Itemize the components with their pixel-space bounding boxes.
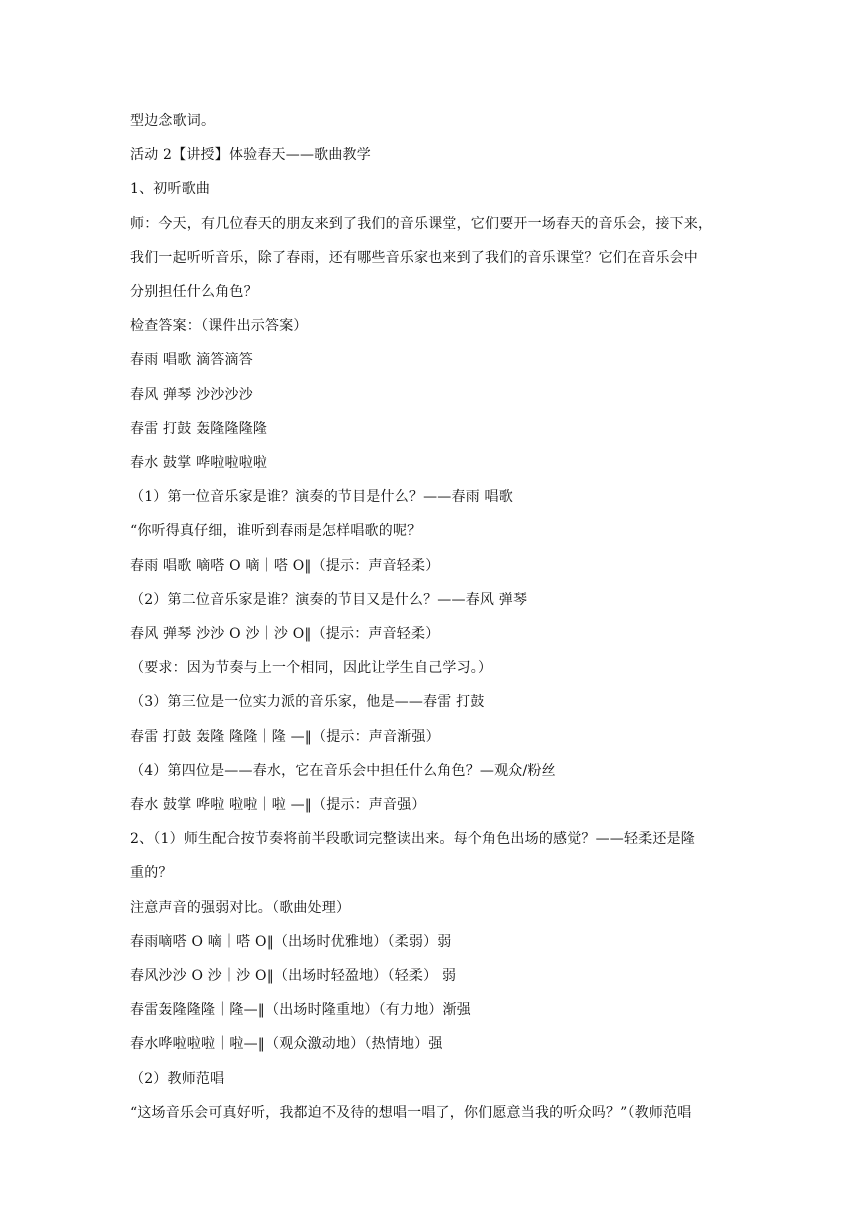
document-body bbox=[130, 104, 736, 1130]
text-line: 我们一起听听音乐，除了春雨，还有哪些音乐家也来到了我们的音乐课堂？它们在音乐会中 bbox=[130, 249, 698, 266]
question-line: （1）第一位音乐家是谁？演奏的节目是什么？——春雨 唱歌 bbox=[130, 489, 513, 506]
section-heading: 2、（1）师生配合按节奏将前半段歌词完整读出来。每个角色出场的感觉？——轻柔还是隆 bbox=[130, 831, 696, 848]
rhythm-line: 春水 鼓掌 哗啦 啦啦｜啦 —‖（提示：声音强） bbox=[130, 797, 426, 814]
rhythm-line: 春雷轰隆隆隆｜隆—‖（出场时隆重地）（有力地）渐强 bbox=[130, 1002, 471, 1019]
question-line: （4）第四位是——春水，它在音乐会中担任什么角色？—观众/粉丝 bbox=[130, 762, 556, 779]
rhythm-line: 春雨 唱歌 嘀嗒 O 嘀｜嗒 O‖（提示：声音轻柔） bbox=[130, 557, 440, 574]
rhythm-line: 春水哗啦啦啦｜啦—‖（观众激动地）（热情地）强 bbox=[130, 1036, 443, 1053]
text-line: “你听得真仔细，谁听到春雨是怎样唱歌的呢？ bbox=[130, 523, 422, 540]
text-line: 检查答案：（课件出示答案） bbox=[130, 318, 308, 335]
text-line: 型边念歌词。 bbox=[130, 113, 216, 129]
text-line: 重的？ bbox=[130, 865, 173, 882]
text-line: “这场音乐会可真好听，我都迫不及待的想唱一唱了，你们愿意当我的听众吗？”（教师范唱 bbox=[130, 1104, 692, 1121]
question-line: （2）第二位音乐家是谁？演奏的节目又是什么？——春风 弹琴 bbox=[130, 591, 528, 608]
text-line: 注意声音的强弱对比。（歌曲处理） bbox=[130, 899, 351, 916]
text-line: 分别担任什么角色？ bbox=[130, 284, 258, 301]
text-line: （要求：因为节奏与上一个相同，因此让学生自己学习。） bbox=[130, 660, 493, 677]
rhythm-line: 春风 弹琴 沙沙 O 沙｜沙 O‖（提示：声音轻柔） bbox=[130, 626, 440, 643]
answer-line: 春雨 唱歌 滴答滴答 bbox=[130, 352, 253, 369]
question-line: （3）第三位是一位实力派的音乐家，他是——春雷 打鼓 bbox=[130, 694, 485, 711]
rhythm-line: 春风沙沙 O 沙｜沙 O‖（出场时轻盈地）（轻柔） 弱 bbox=[130, 968, 457, 985]
answer-line: 春雷 打鼓 轰隆隆隆隆 bbox=[130, 420, 268, 437]
text-line: （2）教师范唱 bbox=[130, 1070, 225, 1087]
answer-line: 春水 鼓掌 哗啦啦啦啦 bbox=[130, 455, 268, 472]
rhythm-line: 春雨嘀嗒 O 嘀｜嗒 O‖（出场时优雅地）（柔弱）弱 bbox=[130, 933, 452, 950]
answer-line: 春风 弹琴 沙沙沙沙 bbox=[130, 386, 253, 403]
activity-heading: 活动 2【讲授】体验春天——歌曲教学 bbox=[130, 147, 371, 164]
section-heading: 1、初听歌曲 bbox=[130, 181, 211, 198]
text-line: 师：今天，有几位春天的朋友来到了我们的音乐课堂，它们要开一场春天的音乐会，接下来， bbox=[130, 215, 713, 232]
rhythm-line: 春雷 打鼓 轰隆 隆隆｜隆 —‖（提示：声音渐强） bbox=[130, 728, 440, 745]
